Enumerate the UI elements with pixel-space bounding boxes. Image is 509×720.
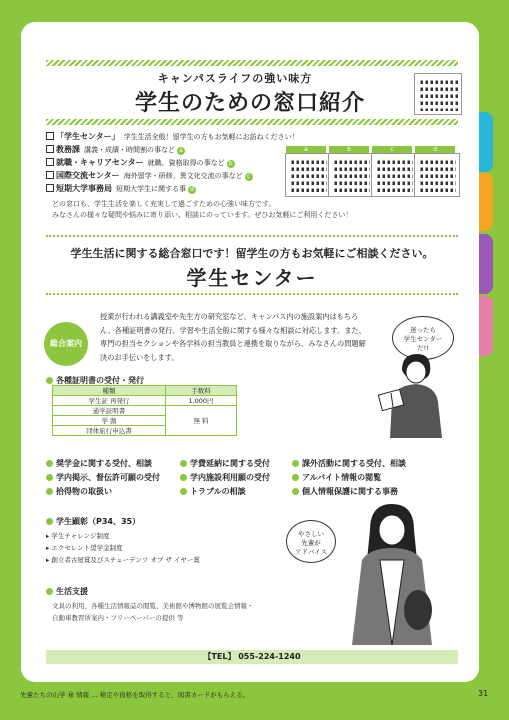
service-item: 短期大学事務局 短期大学生に関する事 d [46,184,196,194]
index-tab-pink[interactable] [479,296,493,356]
service-grid-item: 学内施設利用願の受付 [180,472,270,483]
service-grid-item: トラブルの相談 [180,486,246,497]
page-number: 31 [478,689,489,698]
footer-tip: 先輩たちの山学 ㊙ 情報 … 検定や資格を取得すると、図書カードがもらえる。 [20,691,250,699]
qr-label-a: a [286,146,326,154]
support-line: 自動車教習所案内・フリーペーパーの提供 等 [52,614,184,622]
section-title: 学生センター [186,266,318,290]
header-stripe-top [46,60,458,66]
support-heading: 生活支援 [46,586,88,597]
index-tab-purple[interactable] [479,234,493,294]
checkbox-icon [46,184,54,192]
info-badge: 総合案内 [44,322,88,366]
speech-bubble [286,520,336,563]
checkbox-icon [46,158,54,166]
award-item: ▸ 創立者古屋賞及びスチューデンツ オブ ザ イヤー賞 [46,555,200,564]
bubble-line: 先輩が [301,539,321,547]
table-header: 種類 [53,386,166,396]
index-tab-blue[interactable] [479,112,493,172]
index-tab-orange[interactable] [479,173,493,231]
senior-student-illustration [340,500,440,645]
table-row [53,396,237,406]
award-item: ▸ 学生チャレンジ制度 [46,531,109,540]
section-lead: 学生生活に関する総合窓口です！留学生の方もお気軽にご相談ください。 [70,247,434,260]
qr-code-a[interactable] [286,154,330,196]
award-item: ▸ エクセレント奨学金制度 [46,543,123,552]
service-item: 就職・キャリアセンター 就職、資格取得の事など b [46,158,235,168]
services-note-line: みなさんの様々な疑問や悩みに寄り添い、相談にのっています。ぜひお気軽にご利用ください！ [52,211,353,219]
certificate-table [52,385,237,436]
divider [46,235,458,237]
service-grid-item: 課外活動に関する受付、相談 [292,458,406,469]
qr-code-d[interactable] [415,154,459,196]
table-cell: 学 割 [53,416,166,426]
page-title: 学生のための窓口紹介 [134,91,365,116]
service-item: 「学生センター」 学生生活全般！留学生の方もお気軽にお訪ねください！ [46,132,299,142]
service-grid-item: 学内掲示、督伝許可願の受付 [46,472,160,483]
qr-code-c[interactable] [372,154,416,196]
bubble-line: 迷ったら [410,326,436,334]
center-intro: 授業が行われる講義室や先生方の研究室など、キャンパス内の施設案内はもちろん、各種証明書の発行、学習や生活全般に関する様々な相談に対応します。また、専門の担当セクションや各学科の担当教員と連携を取りながら、みなさんの問題解決のお手伝いをします。 [100,312,366,362]
bubble-line: アドバイス [294,548,328,556]
service-grid-item: 個人情報保護に関する事務 [292,486,398,497]
checkbox-icon [46,132,54,140]
main-qr-code[interactable] [415,74,461,114]
telephone-bar[interactable]: 【TEL】 055-224-1240 [46,650,458,664]
checkbox-icon [46,171,54,179]
service-item: 国際交流センター 海外留学・研修、異文化交流の事など c [46,171,253,181]
table-cell: 学生証 再発行 [53,396,166,406]
service-grid-item: 学費延納に関する受付 [180,458,270,469]
qr-label-c: c [372,146,412,154]
service-grid-item: 拾得物の取扱い [46,486,112,497]
qr-label-b: b [329,146,369,154]
table-cell: 1,000円 [166,396,237,406]
support-line: 文具の利用、各種生活情報誌の閲覧、美術館や博物館の展覧会情報・ [52,602,254,610]
bubble-line: だ!! [417,344,429,352]
services-note-line: どの窓口も、学生生活を楽しく充実して過ごすための心強い味方です。 [52,200,276,208]
table-header: 手数料 [166,386,237,396]
student-reading-illustration [372,350,452,440]
page-subtitle: キャンパスライフの強い味方 [157,72,313,85]
bubble-line: 学生センター [403,335,443,343]
awards-heading: 学生顕彰（P34、35） [46,516,140,527]
service-grid-item: 奨学金に関する受付、相談 [46,458,152,469]
service-grid-item: アルバイト情報の閲覧 [292,472,381,483]
header-stripe-bottom [46,119,458,125]
qr-label-d: d [415,146,455,154]
table-cell: 無 料 [166,406,237,436]
bubble-line: やさしい [298,530,324,538]
table-row [53,406,237,416]
service-item: 教務課 講義・成績・時間割の事など a [46,145,185,155]
checkbox-icon [46,145,54,153]
table-cell: 通学証明書 [53,406,166,416]
divider [46,293,458,295]
qr-code-b[interactable] [329,154,373,196]
certificates-heading: 各種証明書の受付・発行 [46,375,144,386]
table-cell: 団体旅行申込書 [53,426,166,436]
